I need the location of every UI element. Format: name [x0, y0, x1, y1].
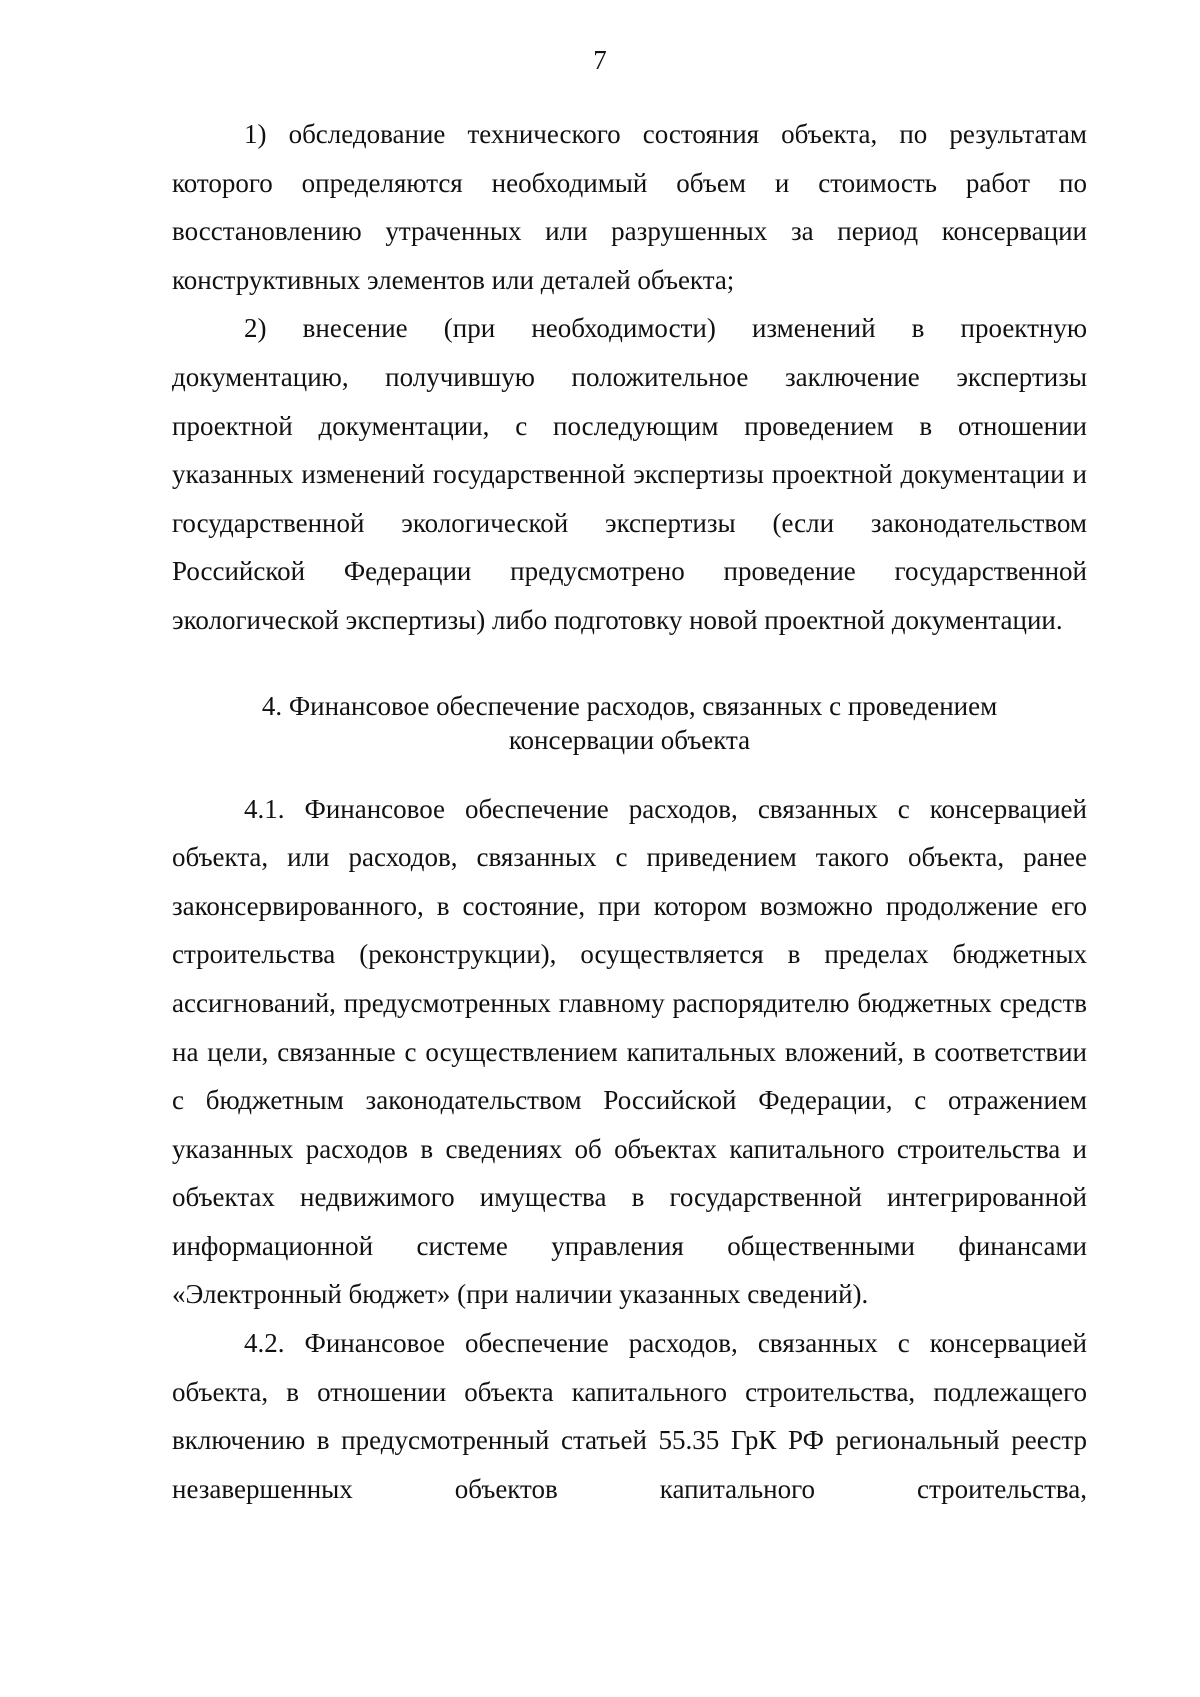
paragraph-item-1: 1) обследование технического состояния объекта, по результатам которого определяются необходимый объем и стоимость работ по восстановлению утраченных или разрушенных за период консервации конструктивных элементов или деталей объекта; — [172, 119, 1087, 295]
section-heading-line-1: 4. Финансовое обеспечение расходов, связанных с проведением — [261, 690, 998, 721]
section-heading — [172, 689, 1087, 757]
section-heading-line-2: консервации объекта — [508, 724, 751, 755]
paragraph-item-2: 2) внесение (при необходимости) изменений в проектную документацию, получившую положительное заключение экспертизы проектной документации, с последующим проведением в отношении указанных изменений государственной экспертизы проектной документации и государственной экологической экспертизы (если законодательством Российской Федерации предусмотрено проведение государственной экологической экспертизы) либо подготовку новой проектной документации. — [172, 313, 1087, 635]
document-body — [172, 110, 1087, 1513]
paragraph-4-1: 4.1. Финансовое обеспечение расходов, связанных с консервацией объекта, или расходов, связанных с приведением такого объекта, ранее законсервированного, в состояние, при котором возможно продолжение его строительства (реконструкции), осуществляется в пределах бюджетных ассигнований, предусмотренных главному распорядителю бюджетных средств на цели, связанные с осуществлением капитальных вложений, в соответствии с бюджетным законодательством Российской Федерации, с отражением указанных расходов в сведениях об объектах капитального строительства и объектах недвижимого имущества в государственной интегрированной информационной системе управления общественными финансами «Электронный бюджет» (при наличии указанных сведений). — [172, 793, 1087, 1310]
paragraph-4-2: 4.2. Финансовое обеспечение расходов, связанных с консервацией объекта, в отношении объекта капитального строительства, подлежащего включению в предусмотренный статьей 55.35 ГрК РФ региональный реестр незавершенных объектов капитального строительства, — [172, 1328, 1087, 1504]
page-number: 7 — [593, 45, 607, 75]
